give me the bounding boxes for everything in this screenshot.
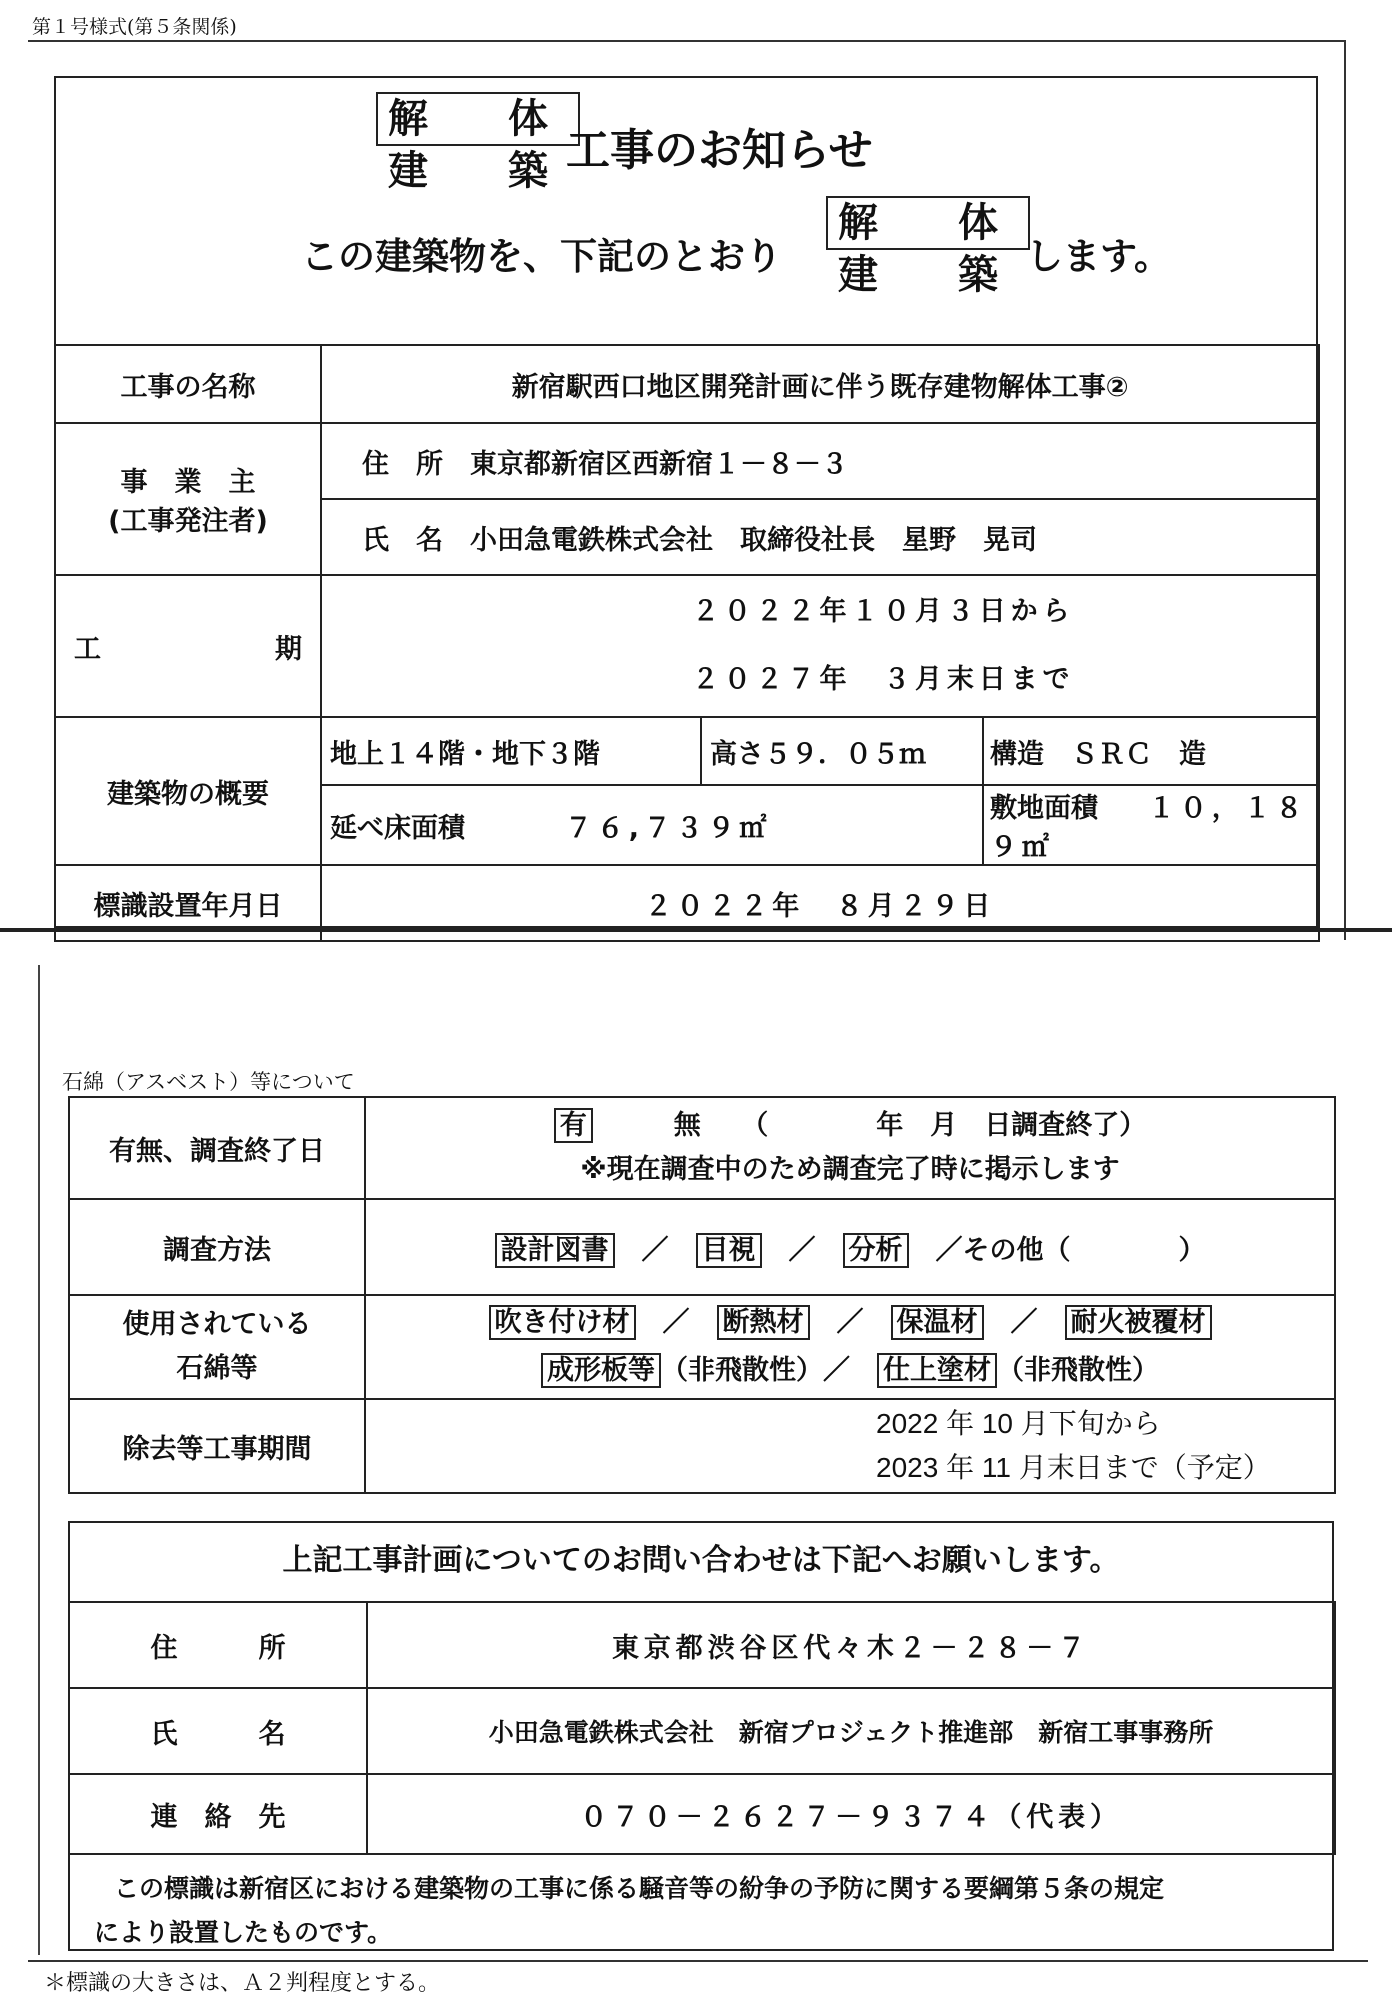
contact-name-value: 小田急電鉄株式会社 新宿プロジェクト推進部 新宿工事事務所: [367, 1688, 1335, 1774]
subtitle-options: [826, 196, 1030, 300]
owner-name-label: 氏 名: [362, 524, 443, 556]
method-sep-1: ／: [641, 1234, 669, 1266]
material-sep-2: ／: [836, 1307, 864, 1338]
presence-note: ※現在調査中のため調査完了時に掲示します: [580, 1154, 1120, 1185]
floor-area: [321, 785, 983, 865]
contact-phone-label: 連 絡 先: [69, 1774, 367, 1854]
material-sep-3: ／: [1010, 1307, 1038, 1338]
asbestos-heading: 石綿（アスベスト）等について: [62, 1070, 355, 1094]
subtitle-option-construction: 建 築: [838, 252, 1018, 298]
method-value: [365, 1199, 1335, 1295]
period-label-1: 工: [74, 633, 101, 665]
period-from: ２０２２年１０月３日から: [692, 596, 1075, 627]
posted-value: ２０２２年 ８月２９日: [321, 865, 1319, 941]
presence-label: 有無、調査終了日: [69, 1097, 365, 1199]
presence-line: 無 （ 年 月 日調査終了）: [673, 1110, 1147, 1141]
contact-box: [68, 1521, 1334, 1951]
structure: 構造 ＳＲＣ 造: [983, 717, 1319, 785]
removal-value: [365, 1399, 1335, 1493]
overview-row-1: [321, 717, 983, 785]
owner-name-value: 小田急電鉄株式会社 取締役社長 星野 晃司: [470, 524, 1037, 556]
method-design-docs: 設計図書: [495, 1233, 615, 1268]
contact-footnote: [94, 1867, 1324, 1955]
title-option-construction: 建 築: [388, 148, 568, 194]
contact-heading: 上記工事計画についてのお問い合わせは下記へお願いします。: [282, 1543, 1120, 1578]
material-finish-coat: 仕上塗材: [877, 1353, 997, 1388]
lower-sheet-edge: [38, 965, 40, 1955]
site-area-value: １０，１８９㎡: [990, 793, 1308, 863]
posted-label: 標識設置年月日: [55, 865, 321, 941]
form-number: 第１号様式(第５条関係): [32, 16, 237, 38]
presence-yes: 有: [554, 1108, 593, 1143]
floors: 地上１４階・地下３階: [322, 718, 702, 784]
materials-label: [69, 1295, 365, 1399]
removal-to: 2023 年 11 月末日まで（予定）: [876, 1452, 1271, 1483]
name-label: 工事の名称: [55, 345, 321, 423]
owner-address: [321, 423, 1319, 499]
name-value: 新宿駅西口地区開発計画に伴う既存建物解体工事②: [321, 345, 1319, 423]
notice-subtitle-suffix: します。: [1026, 235, 1172, 278]
materials-label-2: 石綿等: [176, 1353, 258, 1384]
material-insulation: 断熱材: [717, 1305, 810, 1340]
contact-footnote-2: により設置したものです。: [94, 1918, 393, 1947]
period-to: ２０２７年 ３月末日まで: [692, 664, 1075, 695]
period-value: [321, 575, 1319, 717]
owner-address-label: 住 所: [362, 448, 443, 480]
title-options: [376, 92, 580, 196]
subtitle-option-demolition: 解 体: [826, 196, 1030, 250]
contact-footnote-1: この標識は新宿区における建築物の工事に係る騒音等の紛争の予防に関する要綱第５条の規定: [114, 1874, 1165, 1903]
contact-address-label: 住 所: [69, 1602, 367, 1688]
outer-frame-top: [28, 40, 1346, 42]
material-sprayed: 吹き付け材: [489, 1305, 636, 1340]
method-sep-2: ／: [788, 1234, 816, 1266]
owner-label: [55, 423, 321, 575]
size-note: ＊標識の大きさは、Ａ２判程度とする。: [44, 1971, 441, 1996]
asbestos-table: [68, 1096, 1336, 1494]
removal-label: 除去等工事期間: [69, 1399, 365, 1493]
contact-phone-value: ０７０－２６２７－９３７４（代表）: [367, 1774, 1335, 1854]
method-analysis: 分析: [843, 1233, 909, 1268]
bottom-rule: [28, 1960, 1368, 1962]
material-sep-1: ／: [662, 1307, 690, 1338]
material-fireproof: 耐火被覆材: [1065, 1305, 1212, 1340]
contact-table: [68, 1601, 1336, 1855]
owner-label-line1: 事 業 主: [120, 467, 256, 498]
title-option-demolition: 解 体: [376, 92, 580, 146]
outer-frame-right: [1344, 40, 1346, 940]
owner-name: [321, 499, 1319, 575]
materials-label-1: 使用されている: [122, 1309, 312, 1340]
removal-from: 2022 年 10 月下旬から: [876, 1408, 1161, 1439]
presence-value: [365, 1097, 1335, 1199]
notice-title: 工事のお知らせ: [566, 125, 873, 176]
period-label-2: 期: [275, 633, 302, 665]
contact-address-value: 東京都渋谷区代々木２－２８－７: [367, 1602, 1335, 1688]
site-area: [983, 785, 1319, 865]
method-visual: 目視: [696, 1233, 762, 1268]
height: 高さ５９．０５ｍ: [710, 738, 926, 770]
materials-value: [365, 1295, 1335, 1399]
notice-subtitle-prefix: この建築物を、下記のとおり: [301, 235, 782, 278]
material-finish-coat-note: （非飛散性）: [997, 1355, 1159, 1386]
notice-table: [54, 344, 1320, 942]
owner-label-line2: (工事発注者): [108, 506, 268, 537]
contact-name-label: 氏 名: [69, 1688, 367, 1774]
floor-area-label: 延べ床面積: [330, 812, 465, 844]
notice-board: [54, 76, 1318, 928]
owner-address-value: 東京都新宿区西新宿１－８－３: [470, 448, 848, 480]
site-area-label: 敷地面積: [990, 793, 1098, 824]
material-molded-board-note: （非飛散性）／: [661, 1355, 850, 1386]
method-label: 調査方法: [69, 1199, 365, 1295]
method-other: ／その他（ ）: [935, 1234, 1206, 1266]
floor-area-value: ７６,７３９㎡: [565, 812, 772, 844]
overview-label: 建築物の概要: [55, 717, 321, 865]
material-heat-retention: 保温材: [891, 1305, 984, 1340]
period-label: [55, 575, 321, 717]
material-molded-board: 成形板等: [541, 1353, 661, 1388]
